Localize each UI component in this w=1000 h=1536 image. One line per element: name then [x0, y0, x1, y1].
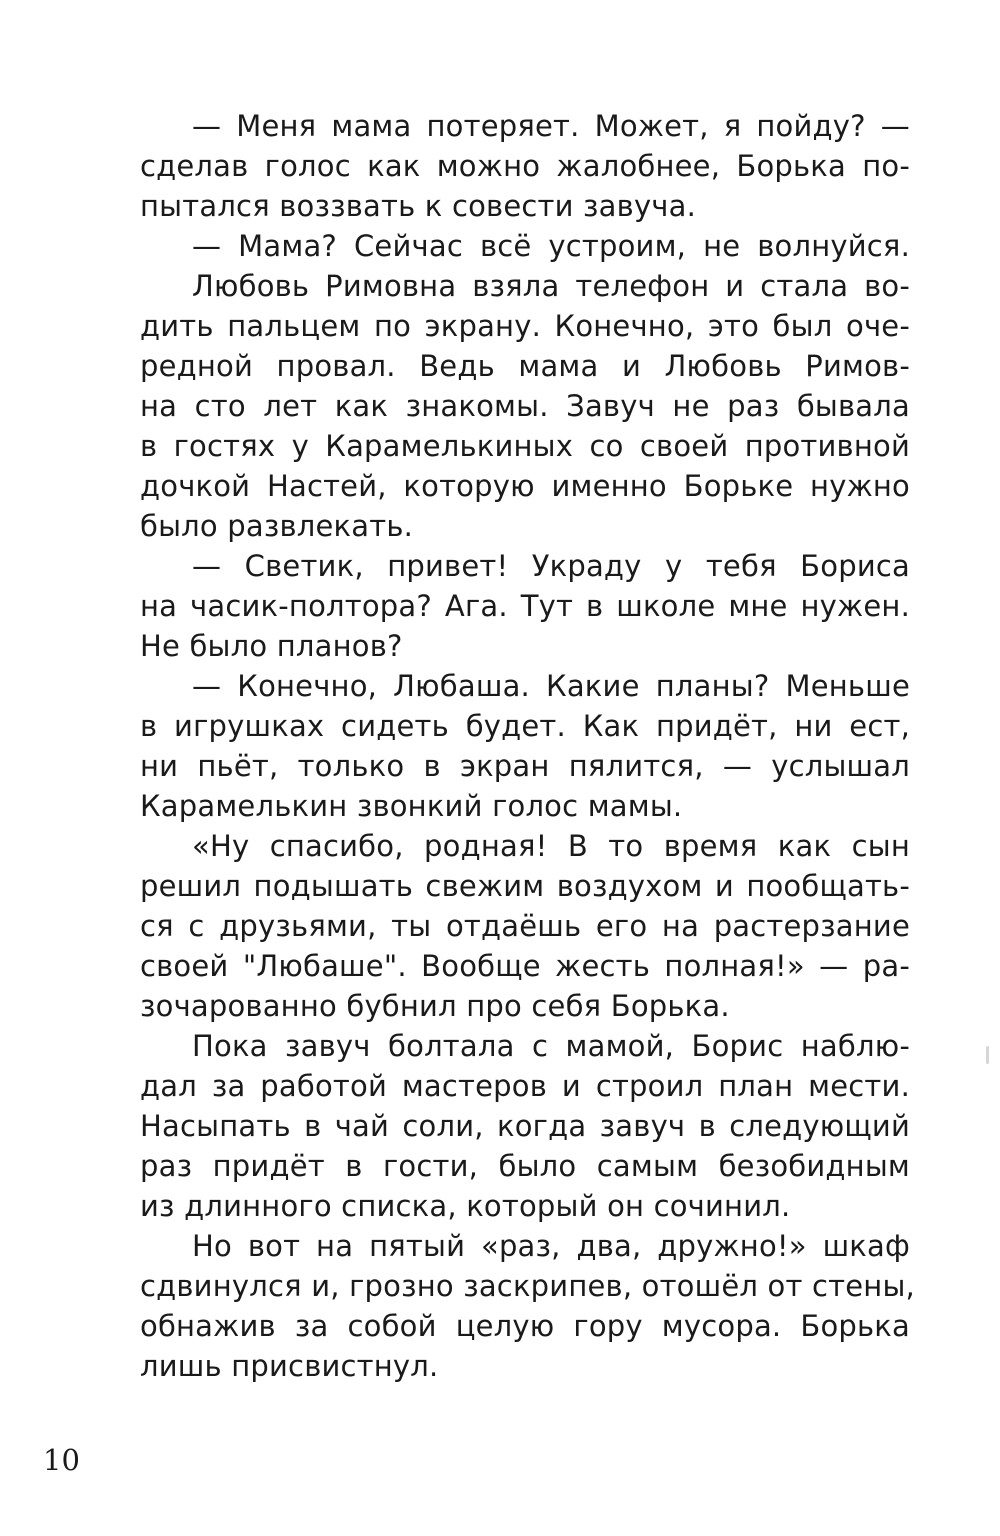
text-line: сделав голос как можно жалобнее, Борька по-	[140, 149, 910, 183]
text-line: Пока завуч болтала с мамой, Борис наблю-	[192, 1029, 910, 1063]
text-line: «Ну спасибо, родная! В то время как сын	[192, 829, 910, 863]
text-line: из длинного списка, который он сочинил.	[140, 1189, 791, 1223]
text-line: на часик-полтора? Ага. Тут в школе мне нужен.	[140, 589, 910, 623]
text-line: было развлекать.	[140, 509, 414, 543]
text-line: Не было планов?	[140, 629, 403, 663]
text-line: пытался воззвать к совести завуча.	[140, 189, 697, 223]
text-line: Насыпать в чай соли, когда завуч в следующий	[140, 1109, 910, 1143]
text-line: — Меня мама потеряет. Может, я пойду? —	[192, 109, 910, 143]
text-line: раз придёт в гости, было самым безобидным	[140, 1149, 910, 1183]
text-line: в игрушках сидеть будет. Как придёт, ни ест,	[140, 709, 910, 743]
text-line: сдвинулся и, грозно заскрипев, отошёл от стены,	[140, 1269, 915, 1303]
text-line: — Мама? Сейчас всё устроим, не волнуйся.	[192, 229, 910, 263]
text-line: лишь присвистнул.	[140, 1349, 439, 1383]
text-line: зочарованно бубнил про себя Борька.	[140, 989, 730, 1023]
text-line: Любовь Римовна взяла телефон и стала во-	[192, 269, 910, 303]
text-line: на сто лет как знакомы. Завуч не раз бывала	[140, 389, 910, 423]
text-line: дочкой Настей, которую именно Борьке нужно	[140, 469, 910, 503]
text-line: — Светик, привет! Украду у тебя Бориса	[192, 549, 910, 583]
text-line: в гостях у Карамелькиных со своей противной	[140, 429, 910, 463]
text-line: Но вот на пятый «раз, два, дружно!» шкаф	[192, 1229, 910, 1263]
page-body-text	[140, 106, 915, 1386]
text-line: дал за работой мастеров и строил план мести.	[140, 1069, 910, 1103]
text-line: обнажив за собой целую гору мусора. Борька	[140, 1309, 910, 1343]
text-line: — Конечно, Любаша. Какие планы? Меньше	[192, 669, 910, 703]
text-line: ни пьёт, только в экран пялится, — услышал	[140, 749, 910, 783]
text-line: Карамелькин звонкий голос мамы.	[140, 789, 683, 823]
text-line: своей "Любаше". Вообще жесть полная!» — ра-	[140, 949, 910, 983]
text-line: ся с друзьями, ты отдаёшь его на растерзание	[140, 909, 910, 943]
text-line: дить пальцем по экрану. Конечно, это был оче-	[140, 309, 910, 343]
scan-speck	[986, 1046, 989, 1064]
text-line: решил подышать свежим воздухом и пообщать-	[140, 869, 910, 903]
text-line: редной провал. Ведь мама и Любовь Римов-	[140, 349, 910, 383]
page-number: 10	[43, 1443, 80, 1477]
